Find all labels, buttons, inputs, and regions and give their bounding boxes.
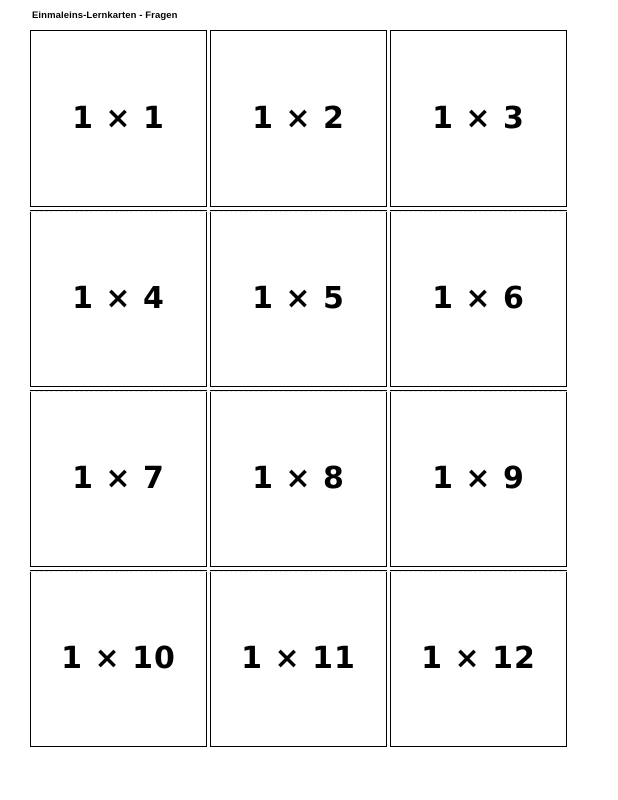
flashcard xyxy=(30,390,207,567)
list-item xyxy=(390,390,567,567)
list-item xyxy=(390,570,567,747)
flashcard xyxy=(210,30,387,207)
page-title: Einmaleins-Lernkarten - Fragen xyxy=(32,10,178,21)
flashcard xyxy=(390,30,567,207)
flashcard xyxy=(30,210,207,387)
flashcard xyxy=(390,570,567,747)
cut-guide-line xyxy=(30,571,567,572)
list-item xyxy=(210,570,387,747)
list-item xyxy=(30,570,207,747)
flashcard xyxy=(30,30,207,207)
list-item xyxy=(30,210,207,387)
flashcard xyxy=(210,570,387,747)
list-item xyxy=(210,390,387,567)
list-item xyxy=(30,390,207,567)
flashcard-text: 1 × 7 xyxy=(72,460,165,496)
list-item xyxy=(30,30,207,207)
flashcard-text: 1 × 9 xyxy=(432,460,525,496)
list-item xyxy=(390,30,567,207)
flashcard-text: 1 × 2 xyxy=(252,100,345,136)
list-item xyxy=(390,210,567,387)
list-item xyxy=(210,30,387,207)
flashcard xyxy=(390,210,567,387)
flashcard-text: 1 × 4 xyxy=(72,280,165,316)
flashcard-text: 1 × 3 xyxy=(432,100,525,136)
flashcard-text: 1 × 11 xyxy=(241,640,356,676)
cut-guide-line xyxy=(30,211,567,212)
flashcard xyxy=(210,210,387,387)
flashcard-text: 1 × 5 xyxy=(252,280,345,316)
flashcard xyxy=(30,570,207,747)
flashcard-text: 1 × 8 xyxy=(252,460,345,496)
list-item xyxy=(210,210,387,387)
flashcard-text: 1 × 12 xyxy=(421,640,536,676)
flashcard-text: 1 × 10 xyxy=(61,640,176,676)
flashcard xyxy=(210,390,387,567)
flashcard-text: 1 × 1 xyxy=(72,100,165,136)
flashcard xyxy=(390,390,567,567)
flashcard-grid xyxy=(30,30,567,747)
cut-guide-line xyxy=(30,391,567,392)
flashcard-text: 1 × 6 xyxy=(432,280,525,316)
